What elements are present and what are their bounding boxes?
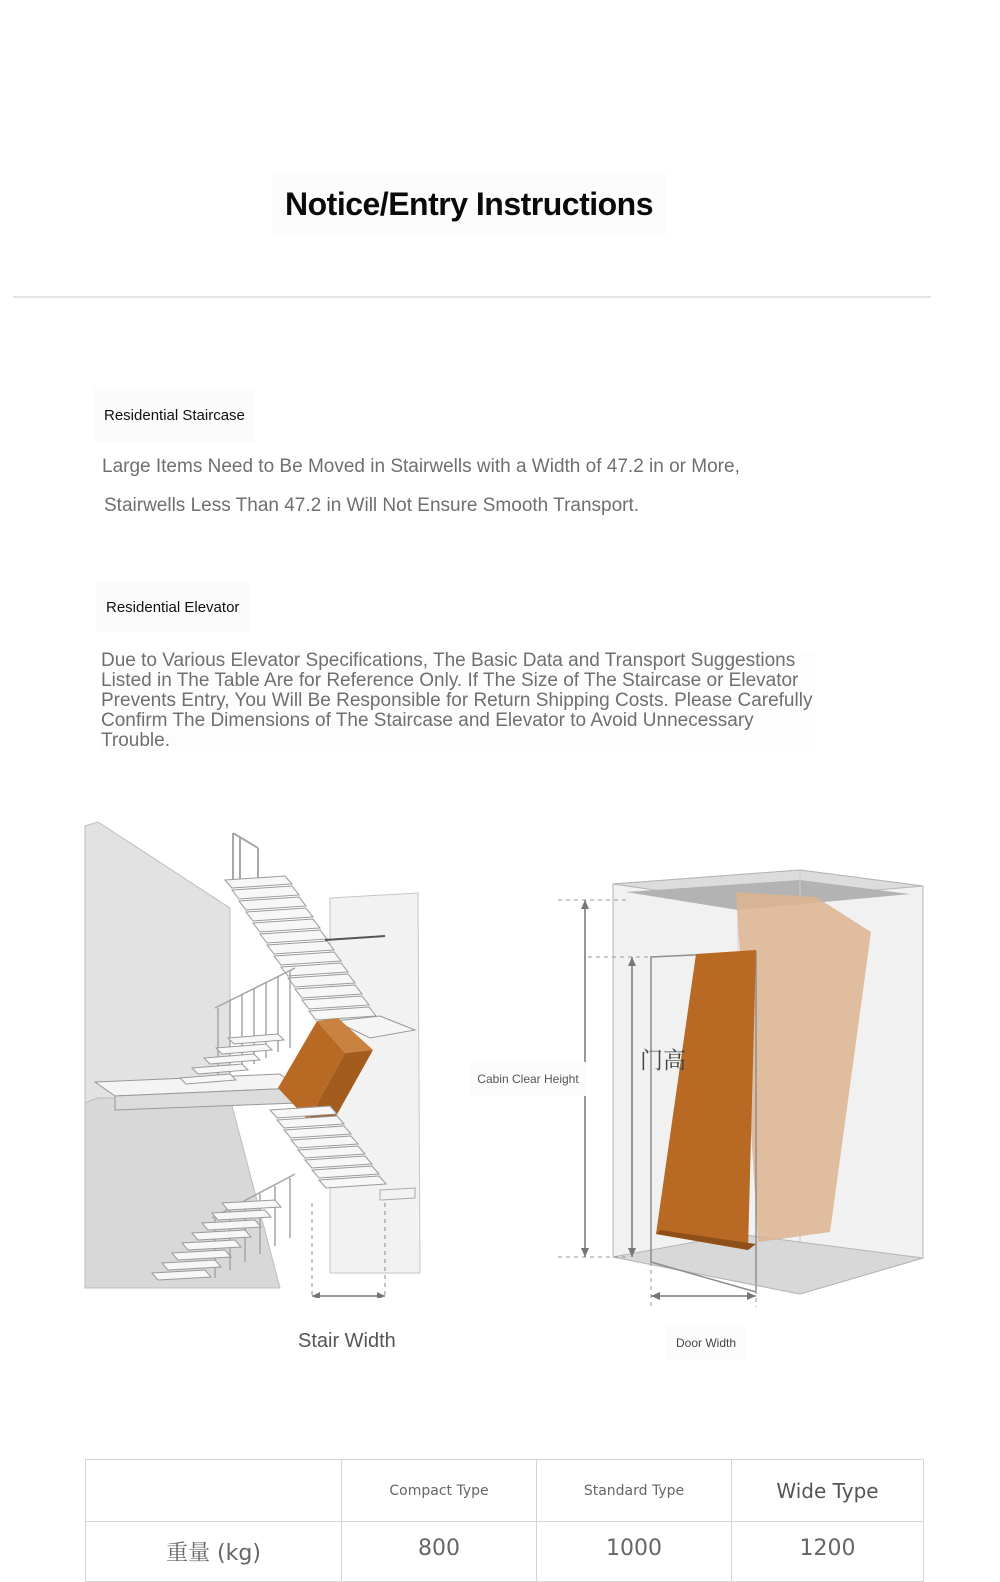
staircase-text-line-1: Large Items Need to Be Moved in Stairwells with a Width of 47.2 in or More,: [102, 456, 740, 477]
cabin-height-label: Cabin Clear Height: [470, 1062, 586, 1096]
elevator-section-label: Residential Elevator: [96, 582, 249, 632]
elevator-notice-paragraph: Due to Various Elevator Specifications, The Basic Data and Transport Suggestions Listed in The Table Are for Reference Only. If The Size of The Staircase or Elevator Prevents Entry, You Will Be Responsible for Return Shipping Costs. Please Carefully Confirm The Dimensions of The Staircase and Elevator to Avoid Unnecessary Trouble.: [101, 651, 815, 751]
table-header-row: [86, 1460, 924, 1522]
table-header-cell: Compact Type: [342, 1460, 537, 1522]
table-cell: 1200: [732, 1522, 924, 1582]
table-cell: 重量 (kg): [86, 1522, 342, 1582]
table-cell: 800: [342, 1522, 537, 1582]
staircase-illustration: [80, 818, 425, 1298]
door-height-label: 门高: [640, 1048, 686, 1074]
stair-width-label: Stair Width: [298, 1330, 396, 1352]
elevator-illustration: [548, 862, 928, 1307]
table-row: [86, 1522, 924, 1582]
table-header-cell: [86, 1460, 342, 1522]
elevator-spec-table: [85, 1459, 924, 1582]
staircase-text-line-2: Stairwells Less Than 47.2 in Will Not Ensure Smooth Transport.: [104, 495, 640, 516]
header-divider: [13, 296, 931, 298]
table-header-cell: Standard Type: [537, 1460, 732, 1522]
table-header-cell: Wide Type: [732, 1460, 924, 1522]
page-title: Notice/Entry Instructions: [272, 172, 666, 236]
table-cell: 1000: [537, 1522, 732, 1582]
door-width-label: Door Width: [666, 1326, 746, 1360]
staircase-section-label: Residential Staircase: [94, 388, 255, 442]
